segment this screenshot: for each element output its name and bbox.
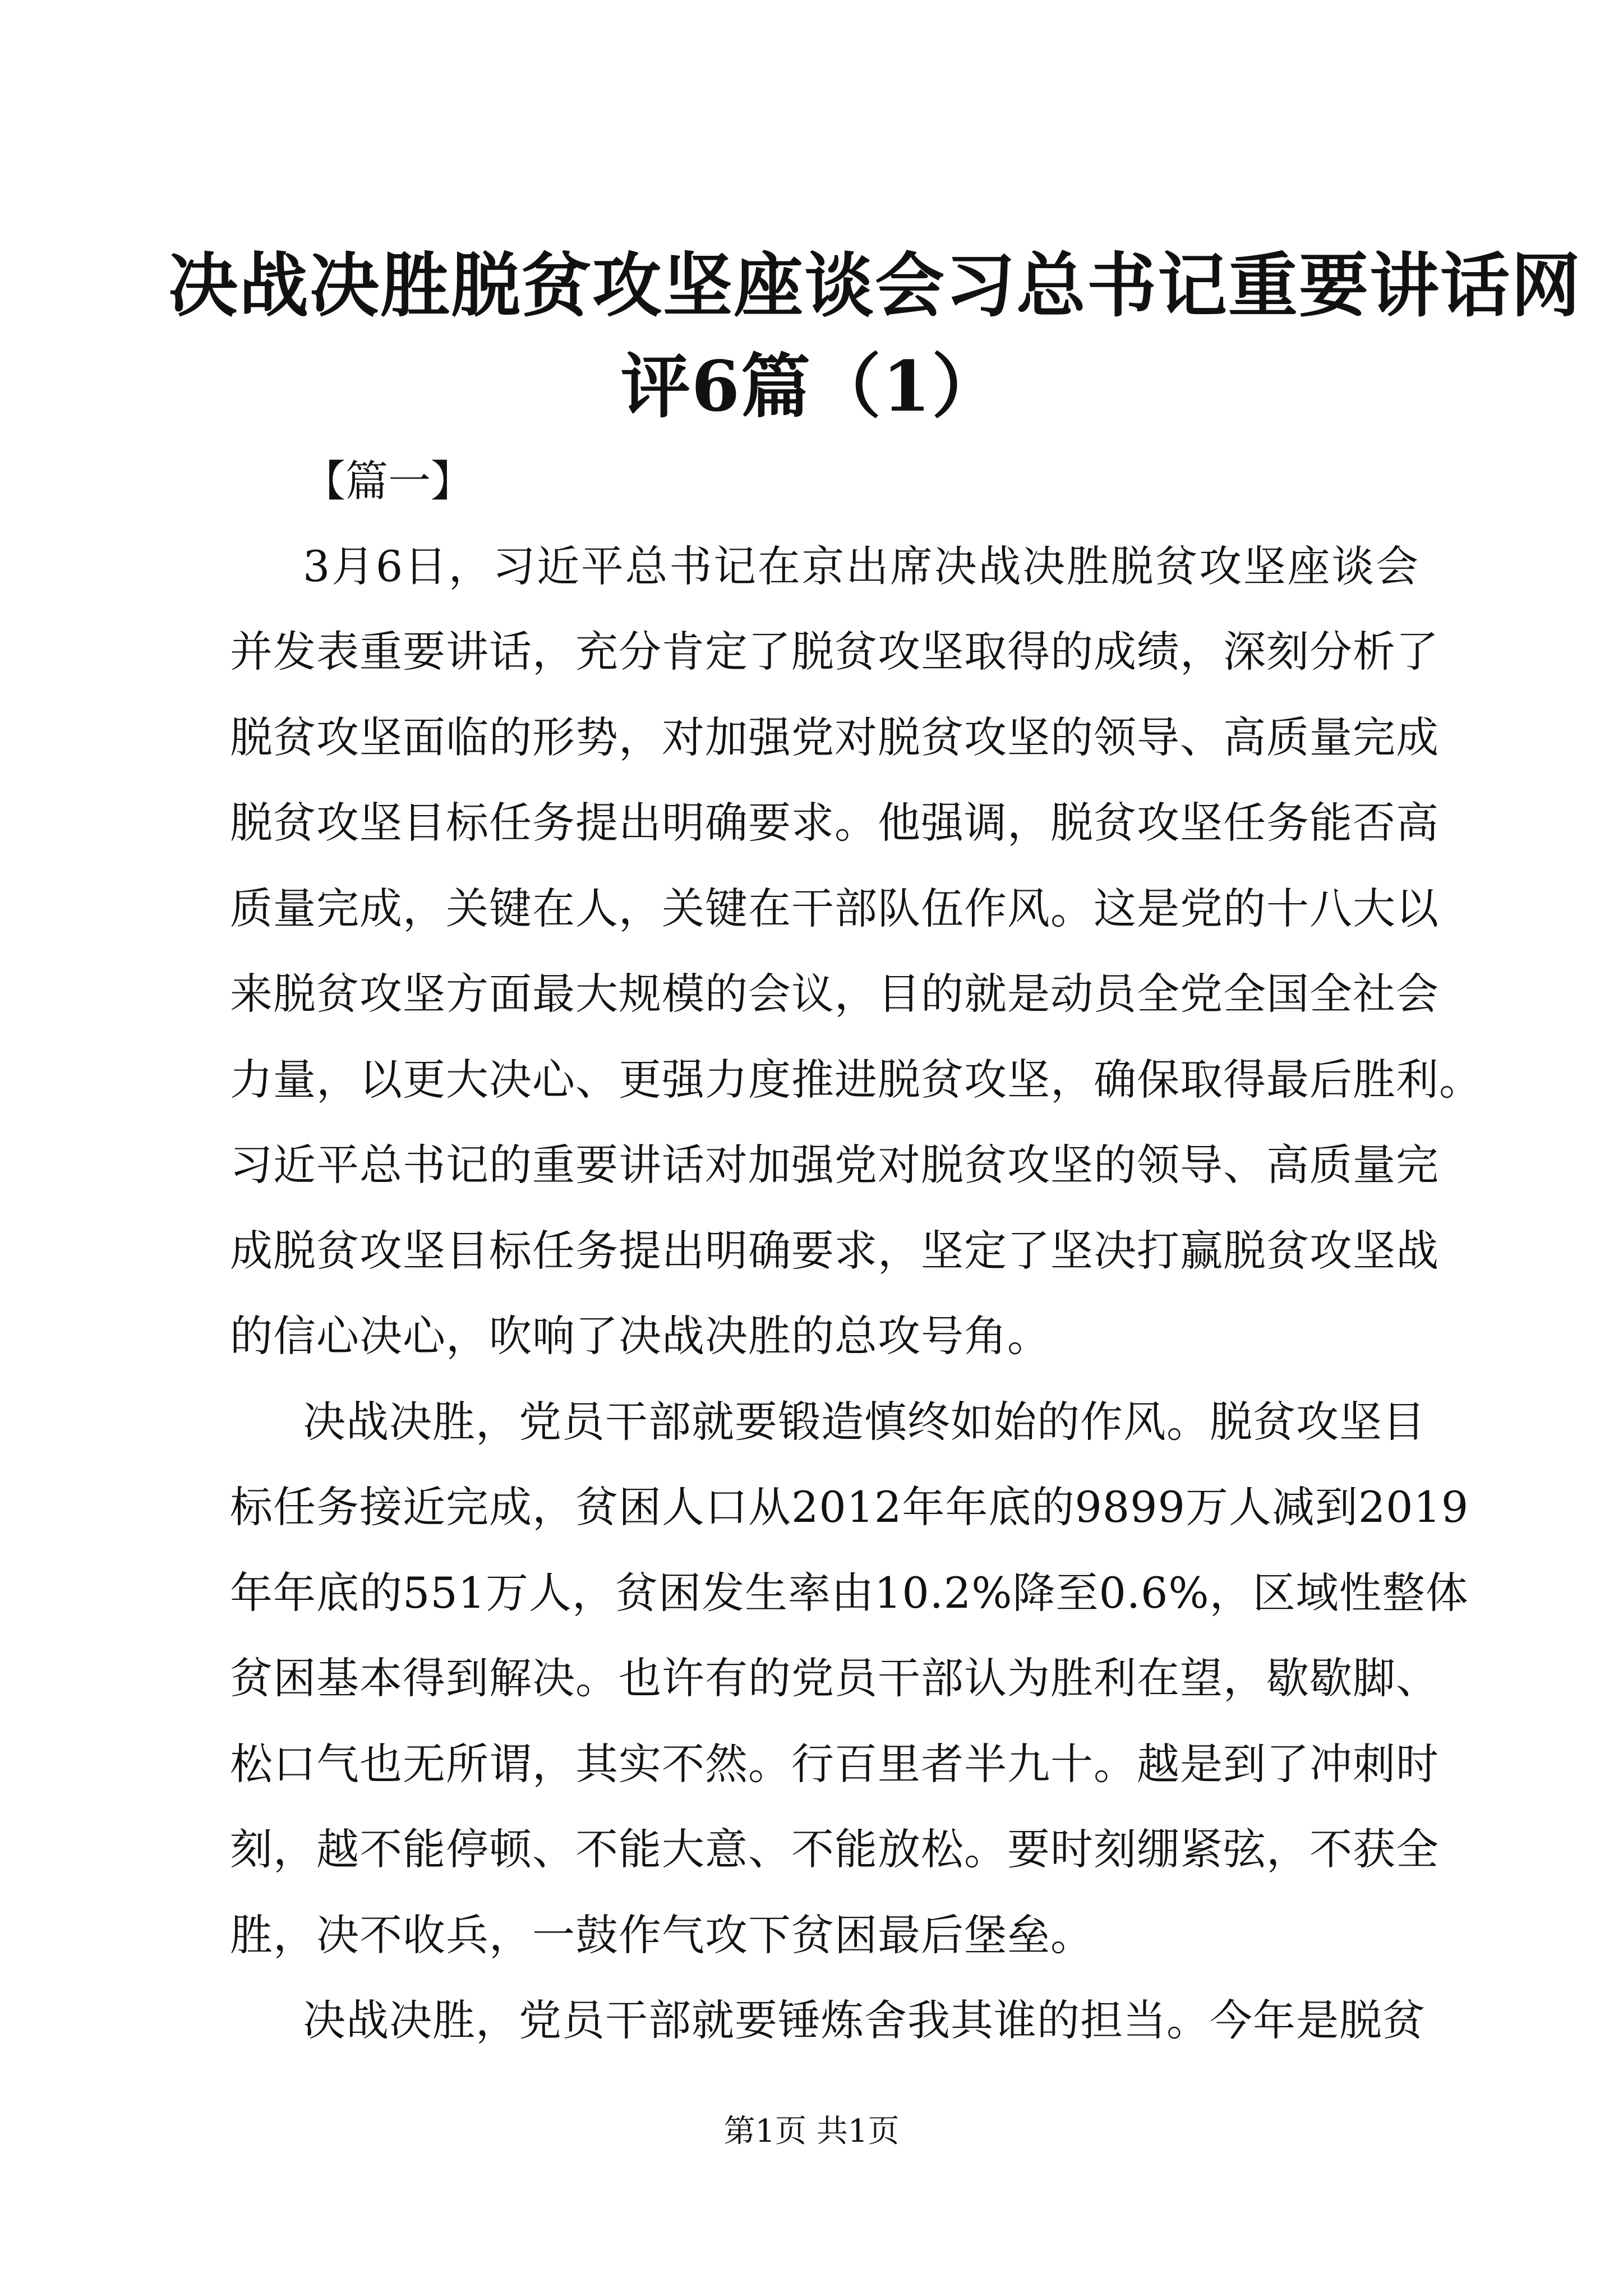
paragraph-line: 脱贫攻坚面临的形势，对加强党对脱贫攻坚的领导、高质量完成 [230,712,1439,762]
paragraph-line: 贫困基本得到解决。也许有的党员干部认为胜利在望，歇歇脚、 [230,1653,1439,1703]
paragraph-line: 决战决胜，党员干部就要锻造慎终如始的作风。脱贫攻坚目 [303,1397,1426,1447]
paragraph-line: 质量完成，关键在人，关键在干部队伍作风。这是党的十八大以 [230,884,1439,933]
document-title [168,236,1582,438]
section-label: 【篇一】 [303,456,473,506]
paragraph-line: 胜，决不收兵，一鼓作气攻下贫困最后堡垒。 [230,1910,1094,1960]
paragraph-line: 力量，以更大决心、更强力度推进脱贫攻坚，确保取得最后胜利。 [230,1055,1482,1105]
paragraph-line: 年年底的551万人，贫困发生率由10.2%降至0.6%，区域性整体 [230,1568,1469,1618]
paragraph-line: 脱贫攻坚目标任务提出明确要求。他强调，脱贫攻坚任务能否高 [230,798,1439,848]
paragraph-line: 来脱贫攻坚方面最大规模的会议，目的就是动员全党全国全社会 [230,969,1439,1019]
paragraph-line: 成脱贫攻坚目标任务提出明确要求，坚定了坚决打赢脱贫攻坚战 [230,1226,1439,1276]
title-line-2: 评6篇（1） [620,346,1003,427]
paragraph-line: 的信心决心，吹响了决战决胜的总攻号角。 [230,1311,1050,1361]
paragraph-line: 习近平总书记的重要讲话对加强党对脱贫攻坚的领导、高质量完 [230,1140,1439,1190]
paragraph-line: 松口气也无所谓，其实不然。行百里者半九十。越是到了冲刺时 [230,1739,1439,1789]
paragraph-line: 决战决胜，党员干部就要锤炼舍我其谁的担当。今年是脱贫 [303,1995,1426,2045]
paragraph-line: 并发表重要讲话，充分肯定了脱贫攻坚取得的成绩，深刻分析了 [230,627,1439,677]
paragraph-line: 3月6日，习近平总书记在京出席决战决胜脱贫攻坚座谈会 [303,541,1419,591]
paragraph-line: 刻，越不能停顿、不能大意、不能放松。要时刻绷紧弦，不获全 [230,1824,1439,1874]
paragraph-line: 标任务接近完成，贫困人口从2012年年底的9899万人减到2019 [230,1482,1469,1532]
title-line-1: 决战决胜脱贫攻坚座谈会习总书记重要讲话网 [168,245,1582,326]
page-footer: 第1页 共1页 [723,2113,900,2150]
